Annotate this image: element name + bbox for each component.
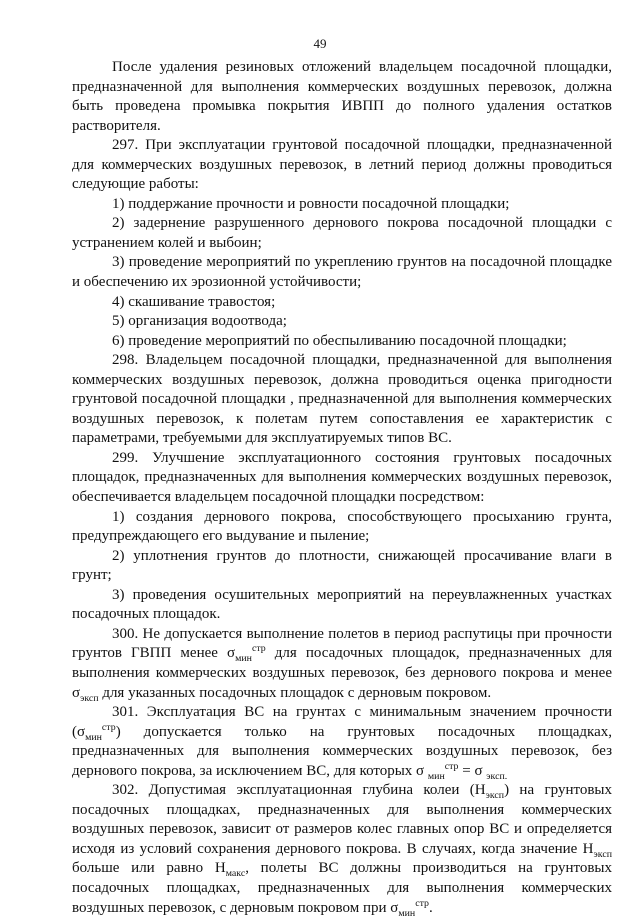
- superscript: стр: [444, 760, 459, 772]
- paragraph: 6) проведение мероприятий по обеспыливанию посадочной площадки;: [112, 332, 567, 349]
- subscript: эксп: [593, 848, 612, 860]
- paragraph: 1) поддержание прочности и ровности посадочной площадки;: [112, 195, 510, 212]
- paragraph: [72, 703, 612, 781]
- text-run: 300. Не допускается выполнение полетов в период распутицы при прочности грунтов ГВПП менее σ: [72, 625, 612, 662]
- subscript: эксп: [80, 692, 99, 704]
- text-run: 302. Допустимая эксплуатационная глубина колеи (Н: [112, 782, 486, 799]
- paragraph: 4) скашивание травостоя;: [112, 293, 276, 310]
- paragraph: 298. Владельцем посадочной площадки, предназначенной для выполнения коммерческих воздушных перевозок, должна проводиться оценка пригодности грунтовой посадочной площадки , предназначенной для выполнения коммерческих воздушных перевозок, к полетам путем сопоставления ее характеристик с параметрами, требуемыми для эксплуатируемых типов ВС.: [72, 352, 612, 447]
- paragraph: 3) проведение мероприятий по укреплению грунтов на посадочной площадке и обеспечению их эрозионной устойчивости;: [72, 254, 612, 291]
- paragraph: [72, 781, 612, 918]
- paragraph: 299. Улучшение эксплуатационного состояния грунтовых посадочных площадок, предназначенных для выполнения коммерческих воздушных перевозок, обеспечивается владельцем посадочной площадки посредством:: [72, 449, 612, 506]
- text-run: .: [428, 899, 433, 916]
- paragraph: 2) задернение разрушенного дернового покрова посадочной площадки с устранением колей и выбоин;: [72, 215, 612, 251]
- paragraph: 3) проведения осушительных мероприятий на переувлажненных участках посадочных площадок.: [72, 586, 612, 623]
- superscript: стр: [251, 643, 266, 655]
- text-run: ) допускается только на грунтовых посадочных площадках, предназначенных для выполнения коммерческих воздушных перевозок, без дернового покрова, за исключением ВС, для которых σ: [72, 723, 612, 779]
- document-body: [72, 58, 612, 918]
- subscript: эксп.: [486, 770, 508, 782]
- text-run: ) на грунтовых посадочных площадках, предназначенных для выполнения коммерческих воздушных перевозок, зависит от размеров колес главных опор ВС и определяется исходя из условий сохранения дернового покрова. В случаях, когда значение Н: [72, 782, 612, 857]
- superscript: стр: [415, 897, 429, 909]
- text-run: = σ: [458, 762, 487, 779]
- paragraph: 2) уплотнения грунтов до плотности, снижающей просачивание влаги в грунт;: [72, 547, 612, 584]
- subscript: мин: [85, 731, 102, 743]
- paragraph: 1) создания дернового покрова, способствующего просыханию грунта, предупреждающего его выдувание и пыление;: [72, 508, 612, 545]
- superscript: стр: [101, 721, 116, 733]
- subscript: мин: [398, 907, 416, 919]
- subscript: эксп: [485, 790, 505, 802]
- subscript: мин: [427, 770, 445, 782]
- text-run: 301. Эксплуатация ВС на грунтах с минимальным значением прочности (σ: [72, 704, 612, 740]
- paragraph: После удаления резиновых отложений владельцем посадочной площадки, предназначенной для выполнения коммерческих воздушных перевозок, должна быть проведена промывка покрытия ИВПП до полного удаления остатков растворителя.: [72, 59, 612, 134]
- text-run: больше или равно Н: [72, 860, 226, 877]
- page-number: 49: [313, 36, 327, 51]
- paragraph: [72, 625, 612, 703]
- subscript: макс: [225, 868, 246, 880]
- text-run: , полеты ВС должны производиться на грунтовых посадочных площадках, предназначенных для выполнения коммерческих воздушных перевозок, с дерновым покровом при σ: [72, 860, 612, 916]
- paragraph: 297. При эксплуатации грунтовой посадочной площадки, предназначенной для коммерческих воздушных перевозок, в летний период должны проводиться следующие работы:: [72, 137, 612, 193]
- subscript: мин: [235, 653, 252, 665]
- text-run: для посадочных площадок, предназначенных для выполнения коммерческих воздушных перевозок, без дернового покрова и менее σ: [72, 645, 612, 701]
- paragraph: 5) организация водоотвода;: [112, 313, 287, 330]
- text-run: для указанных посадочных площадок с дерновым покровом.: [98, 684, 492, 701]
